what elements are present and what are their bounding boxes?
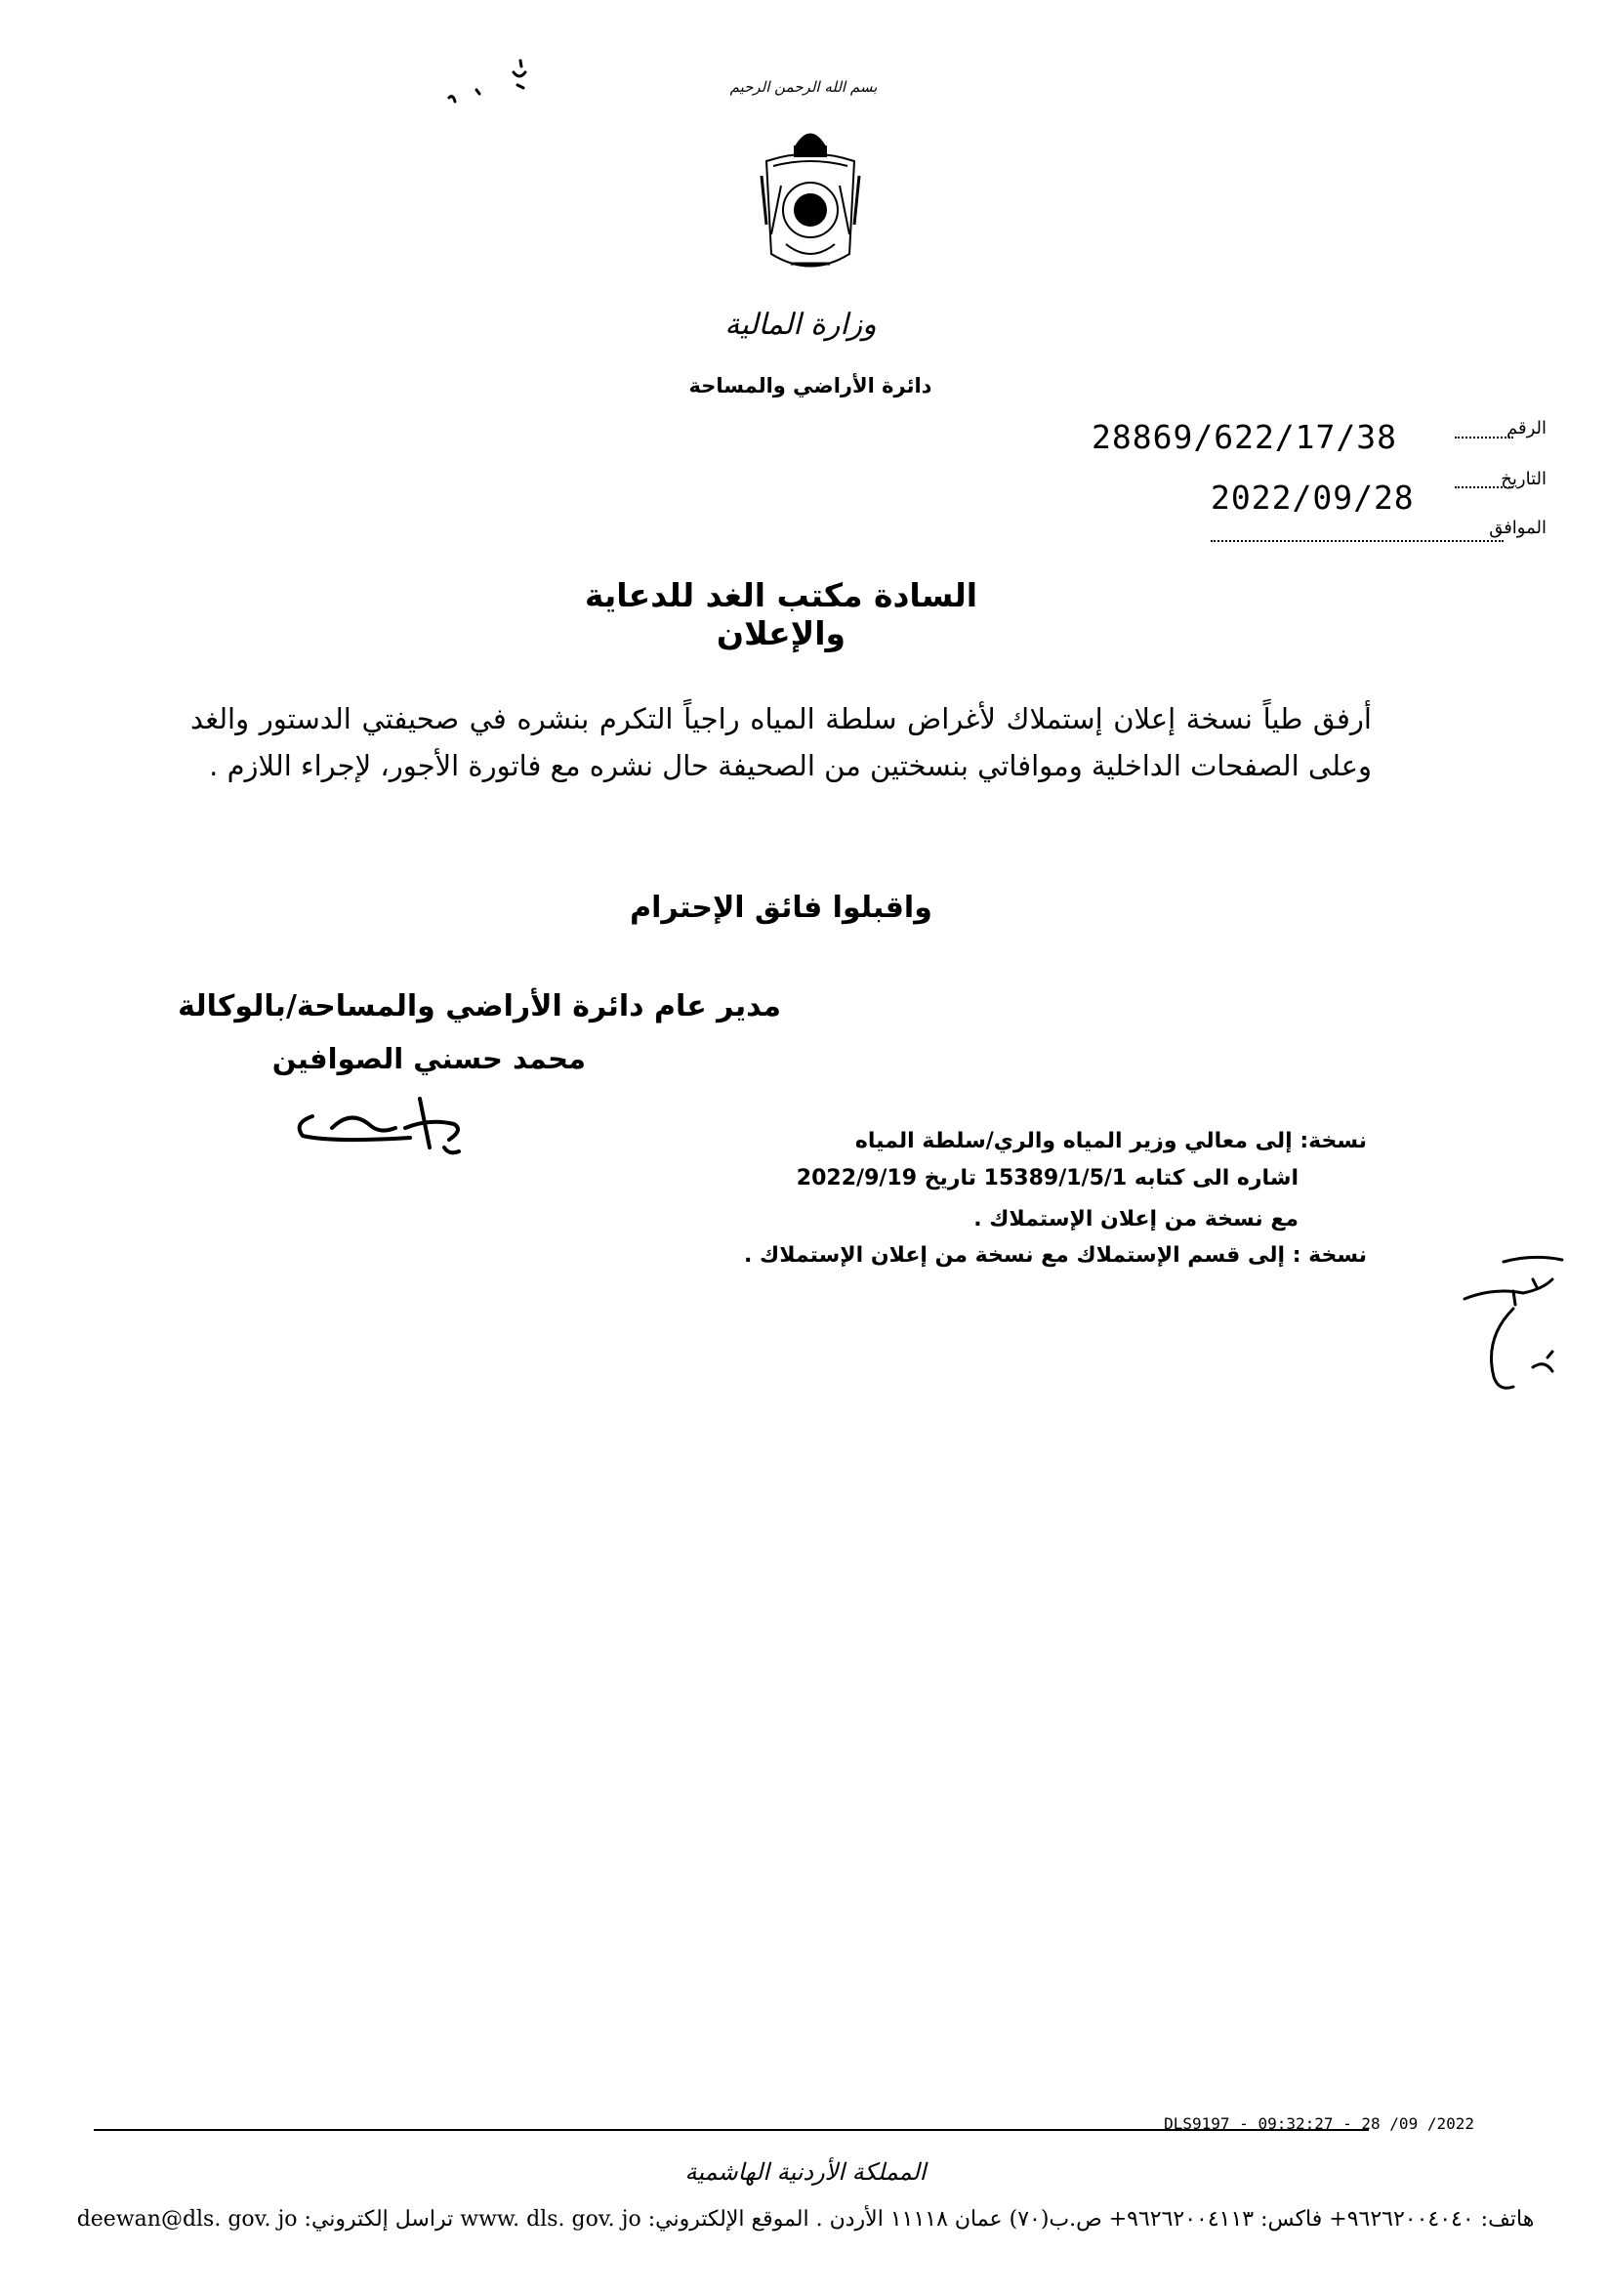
department-name: دائرة الأراضي والمساحة [688,374,932,397]
reference-date-dots [1455,486,1513,488]
basmala-header: بسم الله الرحمن الرحيم [729,78,878,96]
copy-recipient-1-note: مع نسخة من إعلان الإستملاك . [973,1207,1299,1231]
reference-number-label: الرقم [1506,418,1547,438]
letter-body: أرفق طياً نسخة إعلان إستملاك لأغراض سلطة المياه راجياً التكرم بنشره في صحيفتي الدستور والغد وعلى الصفحات الداخلية وموافاتي بنسختين من الصحيفة حال نشره مع فاتورة الأجور، لإجراء اللازم . [190,702,1372,782]
handwritten-initials-icon [1455,1250,1582,1406]
footer-kingdom: المملكة الأردنية الهاشمية [684,2158,927,2186]
reference-number-dots [1455,437,1513,438]
footer-contact: هاتف: ٩٦٢٦٢٠٠٤٠٤٠+ فاكس: ٩٦٢٦٢٠٠٤١١٣+ ص.ب(٧٠) عمان ١١١١٨ الأردن . الموقع الإلكتروني: www. dls. gov. jo تراسل إلكتروني: deewan@dls. gov. jo [76,2207,1535,2232]
reference-date-label: التاريخ [1501,469,1547,489]
reference-number-value: 28869/622/17/38 [1092,418,1398,456]
copy-recipient-1-reference: اشاره الى كتابه 15389/1/5/1 تاريخ 2022/9/19 [796,1166,1299,1190]
reference-corresponding-dots [1211,540,1504,542]
copy-recipient-2: نسخة : إلى قسم الإستملاك مع نسخة من إعلان الإستملاك . [744,1243,1367,1268]
document-id: DLS9197 - 09:32:27 - 28 /09 /2022 [1164,2114,1474,2133]
reference-corresponding-label: الموافق [1489,518,1547,538]
jordan-coat-of-arms-icon [752,117,869,283]
handwritten-mark-icon [437,51,535,119]
ministry-name: وزارة المالية [724,308,877,342]
closing-phrase: واقبلوا فائق الإحترام [630,891,932,925]
signatory-name: محمد حسني الصوافين [271,1042,586,1075]
signature-icon [273,1069,498,1162]
footer-divider [94,2129,1369,2131]
copy-recipient-1: نسخة: إلى معالي وزير المياه والري/سلطة المياه [854,1129,1367,1153]
addressee: السادة مكتب الغد للدعاية والإعلان [584,576,978,652]
reference-date-value: 2022/09/28 [1211,479,1415,517]
signatory-title: مدير عام دائرة الأراضي والمساحة/بالوكالة [178,989,781,1023]
